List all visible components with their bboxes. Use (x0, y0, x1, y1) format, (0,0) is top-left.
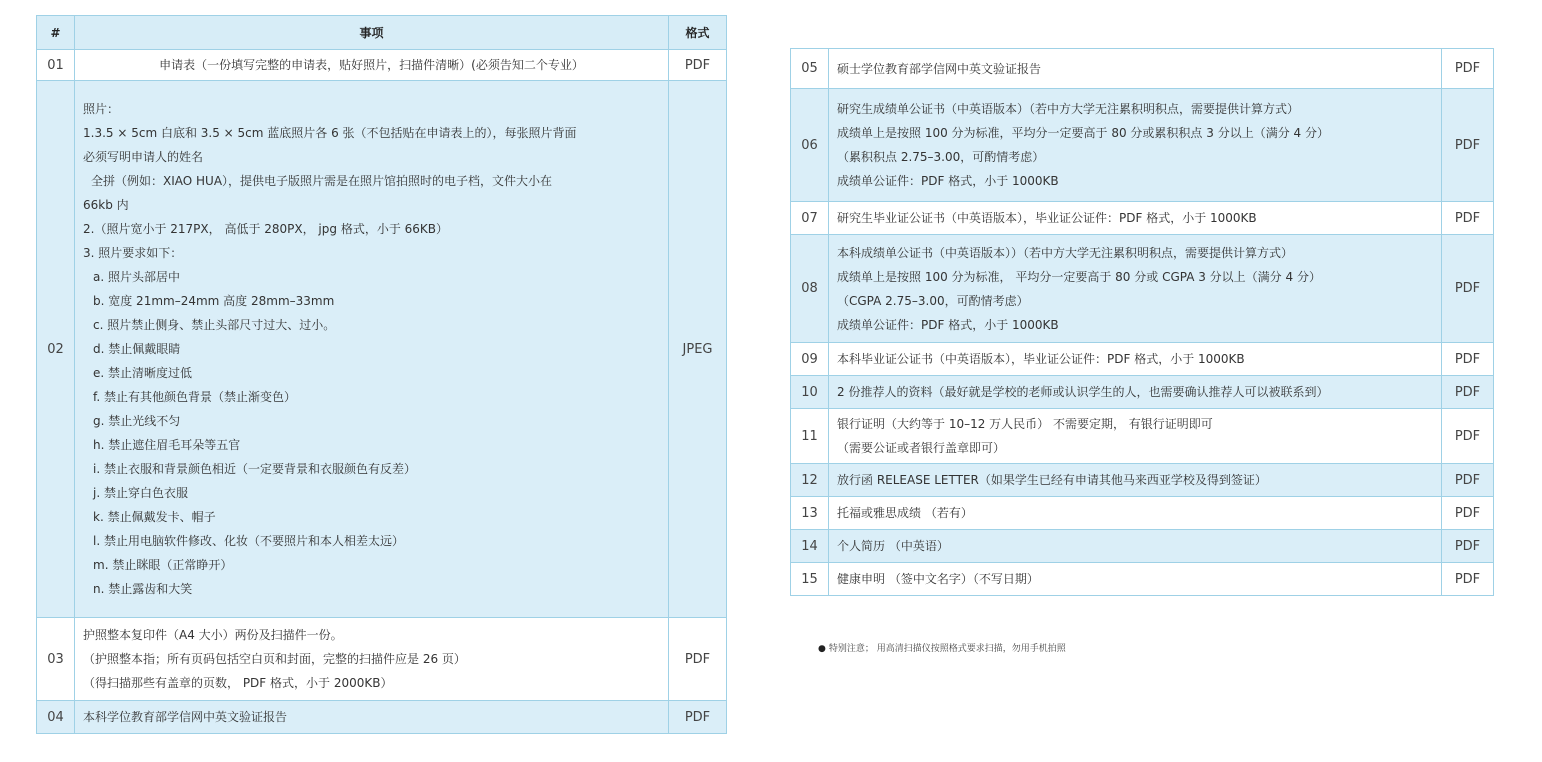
item-line: e. 禁止清晰度过低 (93, 366, 193, 380)
row-format: PDF (1442, 376, 1494, 409)
item-line: 3. 照片要求如下： (83, 246, 183, 260)
row-format: PDF (1442, 409, 1494, 464)
table-row (791, 343, 1494, 376)
header-item: 事项 (75, 16, 669, 50)
table-header-row (37, 16, 727, 50)
item-line: j. 禁止穿白色衣服 (93, 486, 188, 500)
header-format: 格式 (669, 16, 727, 50)
item-line: 1.3.5 × 5cm 白底和 3.5 × 5cm 蓝底照片各 6 张（不包括贴在申请表上的），每张照片背面 (83, 126, 577, 140)
item-line: a. 照片头部居中 (93, 270, 180, 284)
table-row (791, 235, 1494, 343)
row-format: JPEG (669, 81, 727, 618)
header-num: # (37, 16, 75, 50)
item-line: 护照整本复印件（A4 大小）两份及扫描件一份。 (83, 628, 343, 642)
row-format: PDF (1442, 89, 1494, 202)
item-line: b. 宽度 21mm–24mm 高度 28mm–33mm (93, 294, 335, 308)
item-line: （需要公证或者银行盖章即可） (837, 441, 1006, 455)
row-number: 03 (37, 618, 75, 701)
bullet-icon: ● (818, 644, 826, 654)
row-number: 01 (37, 50, 75, 81)
item-line: 研究生成绩单公证书（中英语版本）（若中方大学无注累积明积点，需要提供计算方式） (837, 102, 1300, 116)
row-number: 04 (37, 701, 75, 734)
item-line: （累积积点 2.75–3.00，可酌情考虑） (837, 150, 1045, 164)
item-line: 本科毕业证公证书（中英语版本），毕业证公证件：PDF 格式，小于 1000KB (837, 352, 1245, 366)
row-number: 15 (791, 563, 829, 596)
item-line: h. 禁止遮住眉毛耳朵等五官 (93, 438, 241, 452)
special-note (818, 641, 1066, 654)
row-format: PDF (1442, 530, 1494, 563)
row-item (829, 343, 1442, 376)
documents-table-right (790, 48, 1494, 596)
item-line: 申请表（一份填写完整的申请表，贴好照片，扫描件清晰）(必须告知二个专业） (159, 58, 584, 72)
item-line: 成绩单上是按照 100 分为标准，平均分一定要高于 80 分或累积积点 3 分以上（满分 4 分） (837, 126, 1329, 140)
table-row (791, 530, 1494, 563)
item-line: 2 份推荐人的资料（最好就是学校的老师或认识学生的人，也需要确认推荐人可以被联系到） (837, 385, 1329, 399)
item-line: （护照整本指；所有页码包括空白页和封面，完整的扫描件应是 26 页） (83, 652, 466, 666)
item-line: m. 禁止眯眼（正常睁开） (93, 558, 233, 572)
item-line: 健康申明 （签中文名字）（不写日期） (837, 572, 1039, 586)
row-item (829, 409, 1442, 464)
item-line: 银行证明（大约等于 10–12 万人民币） 不需要定期， 有银行证明即可 (837, 417, 1213, 431)
item-line: 成绩单公证件：PDF 格式，小于 1000KB (837, 317, 1059, 332)
row-format: PDF (1442, 343, 1494, 376)
item-line: i. 禁止衣服和背景颜色相近（一定要背景和衣服颜色有反差） (93, 462, 416, 476)
item-line: g. 禁止光线不匀 (93, 414, 181, 428)
table-row (37, 618, 727, 701)
row-format: PDF (1442, 49, 1494, 89)
row-item (75, 81, 669, 618)
table-row (37, 701, 727, 734)
row-item (75, 618, 669, 701)
item-line: 全拼（例如：XIAO HUA），提供电子版照片需是在照片馆拍照时的电子档，文件大小在 (91, 174, 553, 188)
item-line: c. 照片禁止侧身、禁止头部尺寸过大、过小。 (93, 318, 336, 332)
item-line: 2.（照片宽小于 217PX， 高低于 280PX， jpg 格式，小于 66KB） (83, 222, 448, 236)
table-row (791, 409, 1494, 464)
item-line: k. 禁止佩戴发卡、帽子 (93, 510, 216, 524)
row-number: 08 (791, 235, 829, 343)
row-item (829, 376, 1442, 409)
documents-table-left (36, 15, 727, 734)
item-line: n. 禁止露齿和大笑 (93, 582, 193, 596)
row-item (829, 89, 1442, 202)
item-line: 照片： (83, 102, 120, 116)
item-line: 成绩单公证件：PDF 格式，小于 1000KB (837, 174, 1059, 188)
row-format: PDF (1442, 497, 1494, 530)
row-item (829, 497, 1442, 530)
table-row (37, 81, 727, 618)
row-item (829, 202, 1442, 235)
row-format: PDF (1442, 202, 1494, 235)
row-format: PDF (1442, 563, 1494, 596)
table-row (791, 563, 1494, 596)
item-line: 本科成绩单公证书（中英语版本））（若中方大学无注累积明积点，需要提供计算方式） (837, 245, 1294, 260)
row-item (829, 464, 1442, 497)
row-number: 02 (37, 81, 75, 618)
item-line: 成绩单上是按照 100 分为标准， 平均分一定要高于 80 分或 CGPA 3 分以上（满分 4 分） (837, 269, 1321, 284)
row-item (829, 563, 1442, 596)
row-format: PDF (669, 701, 727, 734)
row-format: PDF (1442, 235, 1494, 343)
row-number: 12 (791, 464, 829, 497)
item-line: l. 禁止用电脑软件修改、化妆（不要照片和本人相差太远） (93, 534, 404, 548)
item-line: d. 禁止佩戴眼睛 (93, 342, 181, 356)
row-number: 05 (791, 49, 829, 89)
row-number: 09 (791, 343, 829, 376)
item-line: 个人简历 （中英语） (837, 539, 949, 553)
item-line: （得扫描那些有盖章的页数， PDF 格式，小于 2000KB） (83, 676, 393, 690)
row-number: 11 (791, 409, 829, 464)
row-format: PDF (669, 50, 727, 81)
item-line: 本科学位教育部学信网中英文验证报告 (83, 710, 288, 724)
row-item (75, 701, 669, 734)
table-row (791, 376, 1494, 409)
table-row (791, 49, 1494, 89)
row-format: PDF (669, 618, 727, 701)
item-line: 66kb 内 (83, 198, 129, 212)
row-item (829, 530, 1442, 563)
row-number: 14 (791, 530, 829, 563)
item-line: f. 禁止有其他颜色背景（禁止渐变色） (93, 390, 296, 404)
item-line: 研究生毕业证公证书（中英语版本），毕业证公证件：PDF 格式，小于 1000KB (837, 211, 1257, 225)
table-row (791, 89, 1494, 202)
table-row (37, 50, 727, 81)
item-line: （CGPA 2.75–3.00，可酌情考虑） (837, 293, 1029, 308)
row-number: 07 (791, 202, 829, 235)
row-item (829, 49, 1442, 89)
item-line: 放行函 RELEASE LETTER（如果学生已经有申请其他马来西亚学校及得到签证） (837, 473, 1267, 487)
note-text: 特别注意； 用高清扫描仪按照格式要求扫描，勿用手机拍照 (828, 644, 1066, 654)
table-row (791, 202, 1494, 235)
row-number: 06 (791, 89, 829, 202)
row-format: PDF (1442, 464, 1494, 497)
row-number: 10 (791, 376, 829, 409)
row-item (829, 235, 1442, 343)
item-line: 托福或雅思成绩 （若有） (837, 506, 973, 520)
item-line: 硕士学位教育部学信网中英文验证报告 (837, 61, 1042, 76)
table-row (791, 464, 1494, 497)
table-row (791, 497, 1494, 530)
item-line: 必须写明申请人的姓名 (83, 150, 204, 164)
row-number: 13 (791, 497, 829, 530)
row-item (75, 50, 669, 81)
